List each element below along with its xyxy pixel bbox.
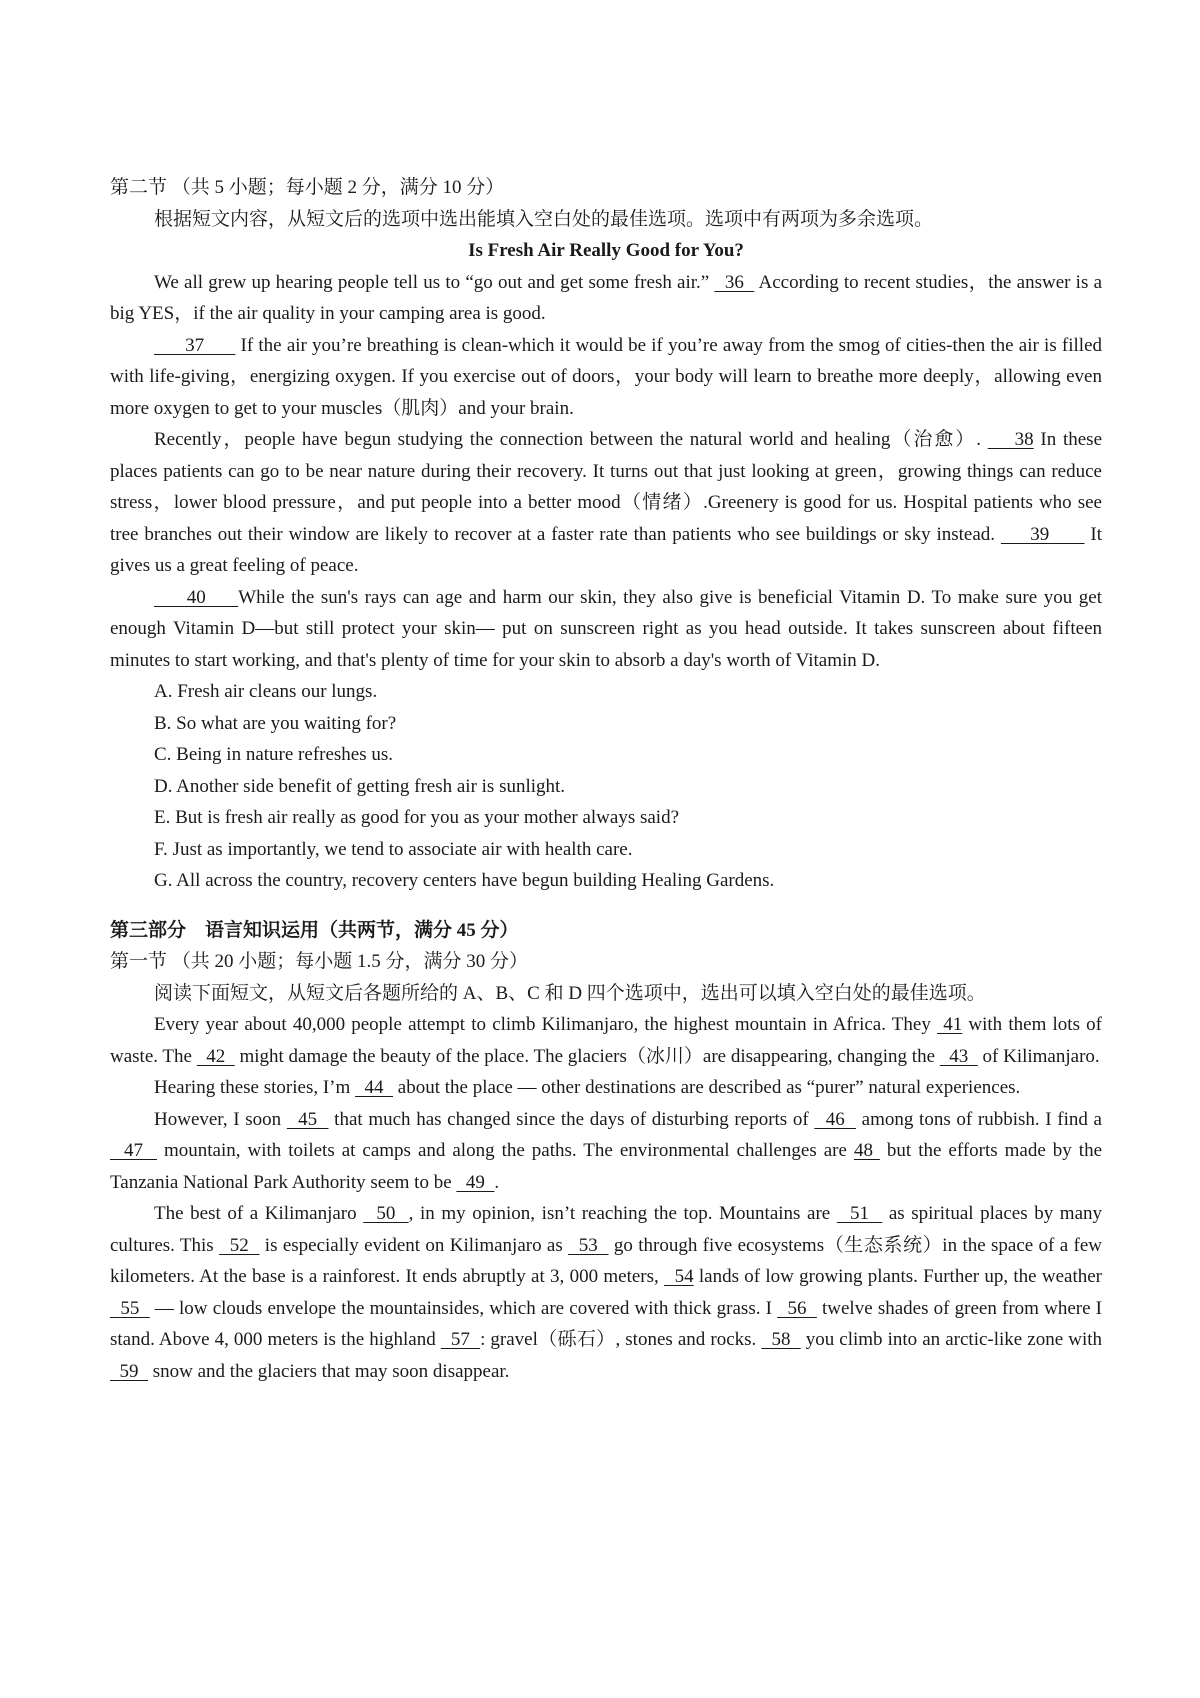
cloze-paragraph-2 (110, 1072, 1102, 1104)
passage-title: Is Fresh Air Really Good for You? (468, 240, 744, 261)
cloze-paragraph-1 (110, 1009, 1102, 1072)
text-run: about the place — other destinations are described as “purer” natural experiences. (393, 1077, 1021, 1098)
text-run: In these places patients can go to be near nature during their recovery. It turns out that just looking at green，growing things can reduce stress，lower blood pressure，and put people into a better mood（情绪）.Greenery is good for us. Hospital patients who see tree branches out their window are likely to recover at a faster rate than patients who see buildings or sky instead. (110, 429, 1103, 545)
text-run: that much has changed since the days of disturbing reports of (328, 1108, 815, 1130)
part3-subheading: 第一节 （共 20 小题；每小题 1.5 分，满分 30 分） (110, 951, 529, 972)
text-run: is especially evident on Kilimanjaro as (259, 1234, 569, 1256)
passage-paragraph-3 (110, 424, 1102, 582)
text-run: : gravel（砾石）, stones and rocks. (480, 1329, 762, 1350)
document-page (110, 172, 1102, 1387)
option-c: C. Being in nature refreshes us. (154, 744, 394, 765)
text-run: It gives us a great feeling of peace. (110, 523, 1102, 576)
blank-44[interactable]: 44 (355, 1077, 394, 1098)
text-run: of Kilimanjaro. (977, 1045, 1100, 1067)
blank-38[interactable]: 38 (987, 429, 1034, 450)
text-run: but the efforts made by the Tanzania National Park Authority seem to be (110, 1140, 1102, 1193)
part3-instruction: 阅读下面短文，从短文后各题所给的 A、B、C 和 D 四个选项中，选出可以填入空白处的最佳选项。 (154, 982, 986, 1004)
text-run: . (494, 1171, 500, 1193)
text-run: We all grew up hearing people tell us to “go out and get some fresh air.” (154, 271, 715, 293)
cloze-paragraph-3 (110, 1104, 1102, 1199)
blank-53[interactable]: 53 (568, 1234, 609, 1256)
blank-40[interactable]: 40 (154, 586, 239, 608)
blank-45[interactable]: 45 (286, 1108, 329, 1130)
blank-56[interactable]: 56 (777, 1297, 817, 1319)
part3-heading: 第三部分 语言知识运用（共两节，满分 45 分） (110, 919, 519, 941)
text-run: lands of low growing plants. Further up, the weather (693, 1266, 1103, 1287)
passage-paragraph-1 (110, 267, 1102, 330)
blank-55[interactable]: 55 (110, 1297, 150, 1319)
blank-50[interactable]: 50 (363, 1203, 409, 1224)
text-run: with them lots of waste. The (110, 1014, 1102, 1067)
text-run: However, I soon (154, 1108, 287, 1130)
text-run: Every year about 40,000 people attempt to climb Kilimanjaro, the highest mountain in Africa. They (154, 1014, 938, 1035)
text-run: snow and the glaciers that may soon disappear. (148, 1360, 510, 1382)
text-run: , in my opinion, isn’t reaching the top. Mountains are (408, 1203, 837, 1224)
blank-51[interactable]: 51 (836, 1203, 883, 1224)
option-f: F. Just as importantly, we tend to associate air with health care. (154, 838, 633, 860)
text-run: mountain, with toilets at camps and along the paths. The environmental challenges are (156, 1140, 854, 1161)
option-d: D. Another side benefit of getting fresh air is sunlight. (154, 775, 566, 797)
text-run: Recently，people have begun studying the connection between the natural world and healing（治愈）. (154, 429, 988, 450)
option-b: B. So what are you waiting for? (154, 712, 397, 734)
text-run: — low clouds envelope the mountainsides, which are covered with thick grass. I (149, 1297, 778, 1319)
blank-39[interactable]: 39 (1000, 523, 1085, 545)
section2-heading: 第二节 （共 5 小题；每小题 2 分，满分 10 分） (110, 177, 505, 198)
text-run: Hearing these stories, I’m (154, 1077, 356, 1098)
text-run: you climb into an arctic-like zone with (800, 1329, 1103, 1350)
text-run: twelve shades of green from where I stand. Above 4, 000 meters is the highland (110, 1297, 1103, 1350)
options-list (110, 676, 1102, 897)
blank-43[interactable]: 43 (939, 1045, 978, 1067)
blank-47[interactable]: 47 (110, 1140, 157, 1161)
blank-36[interactable]: 36 (714, 271, 755, 293)
text-run: If the air you’re breathing is clean-which it would be if you’re away from the smog of cities-then the air is filled with life-giving，energizing oxygen. If you exercise out of doors，your body will learn to breathe more deeply，allowing even more oxygen to get to your muscles（肌肉）and your brain. (110, 334, 1103, 419)
blank-42[interactable]: 42 (196, 1045, 235, 1067)
blank-41[interactable]: 41 (937, 1014, 963, 1035)
blank-49[interactable]: 49 (456, 1171, 495, 1193)
option-g: G. All across the country, recovery centers have begun building Healing Gardens. (154, 870, 775, 891)
option-a: A. Fresh air cleans our lungs. (154, 681, 378, 702)
text-run: go through five ecosystems（生态系统）in the space of a few kilometers. At the base is a rainforest. It ends abruptly at 3, 000 meters, (110, 1234, 1102, 1287)
passage-paragraph-4 (110, 582, 1102, 677)
section2-instruction: 根据短文内容，从短文后的选项中选出能填入空白处的最佳选项。选项中有两项为多余选项。 (154, 208, 934, 230)
blank-54[interactable]: 54 (664, 1266, 694, 1287)
text-run: might damage the beauty of the place. The glaciers（冰川）are disappearing, changing the (234, 1045, 940, 1067)
blank-57[interactable]: 57 (440, 1329, 481, 1350)
option-e: E. But is fresh air really as good for you as your mother always said? (154, 807, 680, 828)
blank-52[interactable]: 52 (219, 1234, 260, 1256)
text-run: among tons of rubbish. I find a (856, 1108, 1102, 1130)
text-run: The best of a Kilimanjaro (154, 1203, 364, 1224)
text-run: as spiritual places by many cultures. This (110, 1203, 1103, 1256)
blank-46[interactable]: 46 (814, 1108, 857, 1130)
blank-48[interactable]: 48 (853, 1140, 880, 1161)
cloze-paragraph-4 (110, 1198, 1102, 1387)
text-run: According to recent studies，the answer is a big YES，if the air quality in your camping area is good. (110, 271, 1103, 324)
passage-paragraph-2 (110, 330, 1102, 425)
blank-37[interactable]: 37 (154, 334, 236, 356)
blank-58[interactable]: 58 (761, 1329, 801, 1350)
text-run: While the sun's rays can age and harm our skin, they also give is beneficial Vitamin D. To make sure you get enough Vitamin D—but still protect your skin— put on sunscreen right as you head outside. It takes sunscreen about fifteen minutes to start working, and that's plenty of time for your skin to absorb a day's worth of Vitamin D. (110, 586, 1102, 671)
blank-59[interactable]: 59 (110, 1360, 148, 1382)
